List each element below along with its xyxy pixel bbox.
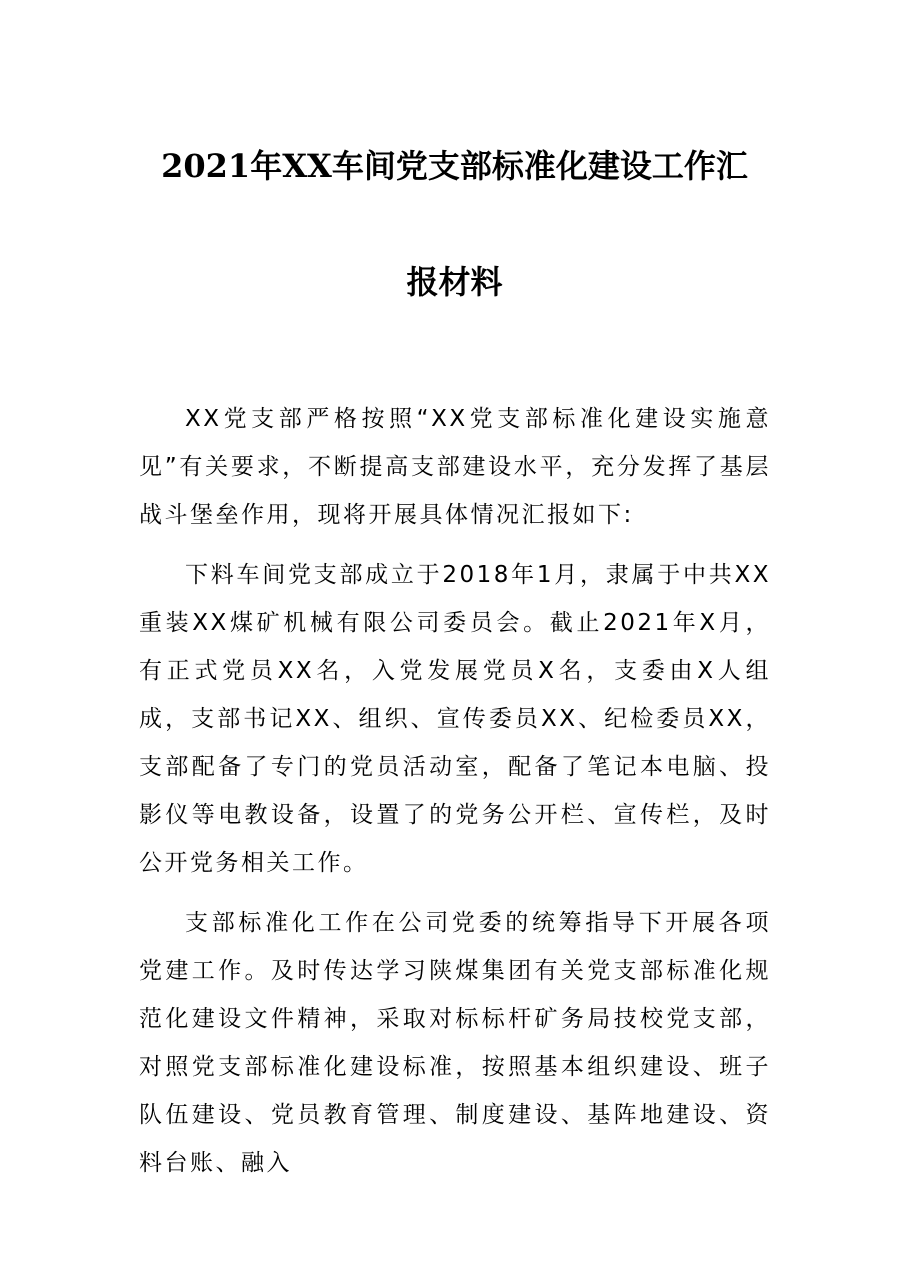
paragraph-standardization-work: 支部标准化工作在公司党委的统筹指导下开展各项党建工作。及时传达学习陕煤集团有关党支部标准化规范化建设文件精神，采取对标标杆矿务局技校党支部，对照党支部标准化建设标准，按照基本组织建设、班子队伍建设、党员教育管理、制度建设、基阵地建设、资料台账、融入: [139, 910, 771, 1176]
paragraph-branch-overview: 下料车间党支部成立于2018年1月，隶属于中共XX重装XX煤矿机械有限公司委员会。截止2021年X月，有正式党员XX名，入党发展党员X名，支委由X人组成，支部书记XX、组织、宣传委员XX、纪检委员XX，支部配备了专门的党员活动室，配备了笔记本电脑、投影仪等电教设备，设置了的党务公开栏、宣传栏，及时公开党务相关工作。: [139, 562, 771, 876]
document-title-line-2: 报材料: [406, 263, 503, 301]
paragraph-intro: XX党支部严格按照“XX党支部标准化建设实施意见”有关要求，不断提高支部建设水平，充分发挥了基层战斗堡垒作用，现将开展具体情况汇报如下:: [139, 406, 771, 528]
document-body: [139, 395, 771, 1199]
document-title-line-1: 2021年XX车间党支部标准化建设工作汇: [161, 147, 748, 185]
